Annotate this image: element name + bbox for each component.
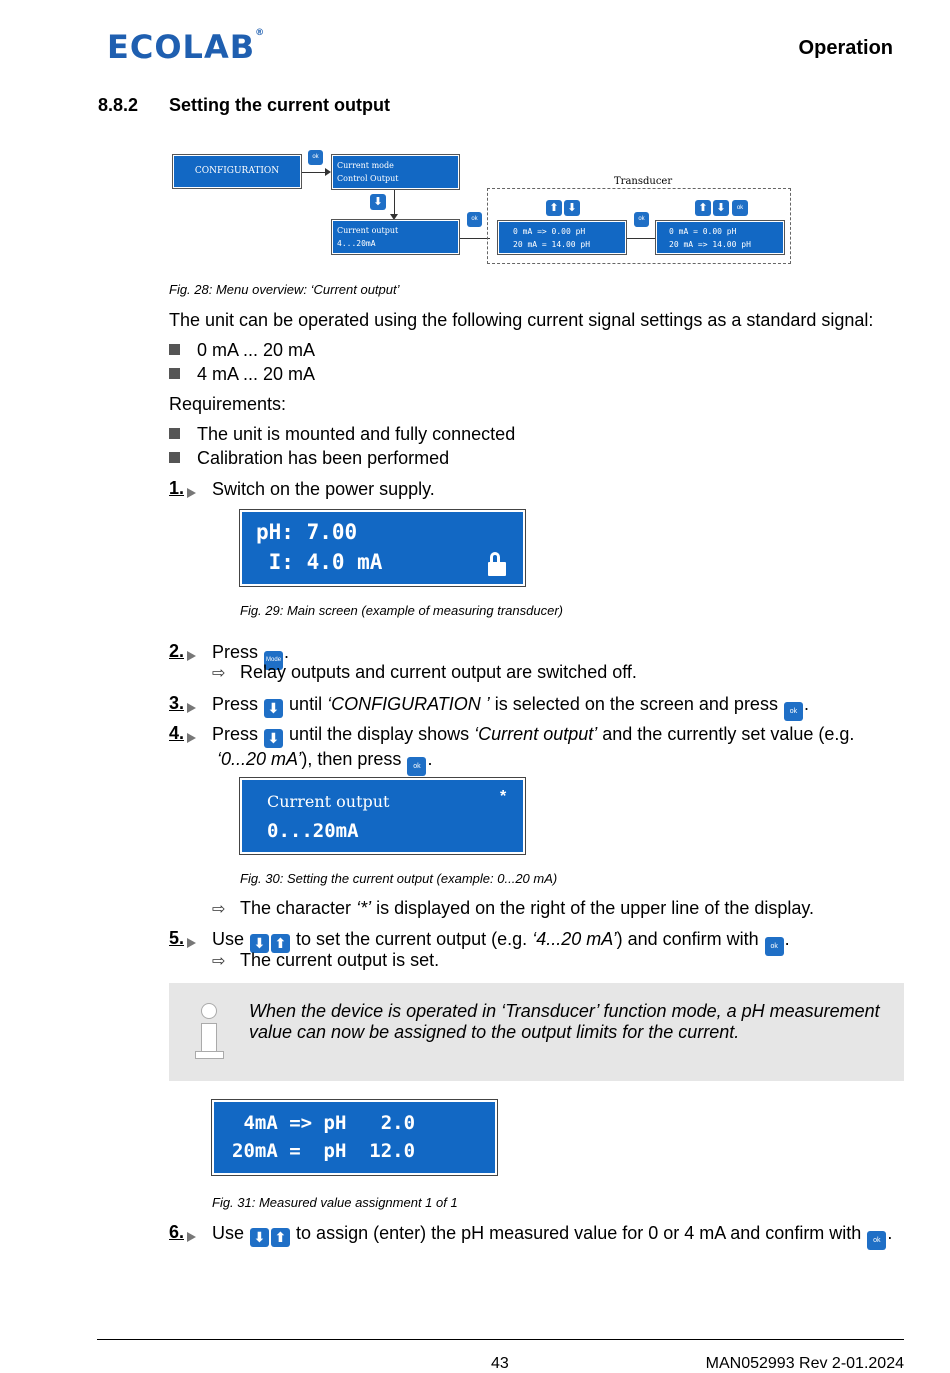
transducer-2-line-1: 0 mA = 0.00 pH	[669, 227, 737, 236]
step-number: 3.	[169, 693, 185, 713]
menu-label-configuration: CONFIGURATION	[194, 166, 280, 176]
down-arrow-key-icon: ⬇	[250, 1228, 269, 1247]
transducer-1-line-1: 0 mA => 0.00 pH	[513, 227, 586, 236]
menu-box-transducer-1	[498, 221, 626, 254]
step-arrow-icon	[187, 1232, 196, 1242]
star-ref: ‘*’	[356, 898, 372, 918]
menu-label-current-value: 4...20mA	[337, 239, 376, 248]
step-number: 1.	[169, 478, 185, 498]
result-arrow-icon: ⇨	[212, 665, 226, 682]
list-item	[169, 363, 315, 385]
lcd-value-assignment-screen	[212, 1100, 497, 1175]
ok-key-icon: ok	[634, 212, 649, 227]
step-text: .	[784, 929, 790, 949]
lcd-current-line: I: 4.0 mA	[256, 550, 383, 574]
step-2-number	[169, 641, 196, 662]
step-text: ), then press	[301, 749, 402, 769]
ok-key-icon: ok	[765, 937, 784, 956]
arrow-right	[627, 238, 657, 239]
figure-28-caption: Fig. 28: Menu overview: ‘Current output’	[169, 282, 400, 297]
step-arrow-icon	[187, 651, 196, 661]
lcd-ph-line: pH: 7.00	[256, 520, 358, 544]
ok-key-icon: ok	[732, 200, 748, 216]
result-text: is displayed on the right of the upper line of the display.	[376, 898, 815, 918]
info-icon	[193, 1003, 225, 1059]
lcd-current-output-label: Current output	[267, 792, 390, 811]
step-text: .	[284, 642, 290, 662]
menu-label-current-output: Current output	[337, 226, 399, 235]
ok-key-icon: ok	[867, 1231, 886, 1250]
result-arrow-icon: ⇨	[212, 901, 226, 918]
section-number: 8.8.2	[98, 95, 139, 115]
transducer-2-line-2: 20 mA => 14.00 pH	[669, 240, 751, 249]
step-text: Use	[212, 929, 245, 949]
info-note-text: When the device is operated in ‘Transducer’ function mode, a pH measurement value can now be assigned to the output limits for the current.	[249, 1001, 880, 1042]
step-1-number	[169, 478, 196, 499]
down-arrow-key-icon: ⬇	[564, 200, 580, 216]
step-text: and the currently set value (e.g.	[602, 724, 855, 744]
step-5-number	[169, 928, 196, 949]
ok-key-icon: ok	[308, 150, 323, 165]
step-4-text	[212, 723, 902, 776]
down-arrow-key-icon: ⬇	[370, 194, 386, 210]
menu-overview-figure	[170, 148, 795, 266]
step-arrow-icon	[187, 733, 196, 743]
requirements-label: Requirements:	[169, 394, 287, 414]
intro-text: The unit can be operated using the following current signal settings as a standard signal:	[169, 310, 874, 330]
down-arrow-key-icon: ⬇	[713, 200, 729, 216]
down-arrow-key-icon: ⬇	[264, 729, 283, 748]
step-5-result	[212, 949, 439, 973]
step-2-result	[212, 661, 637, 685]
step-text: is selected on the screen and press	[494, 694, 778, 714]
result-text: Relay outputs and current output are switched off.	[240, 662, 637, 682]
step-arrow-icon	[187, 938, 196, 948]
document-reference: MAN052993 Rev 2-01.2024	[705, 1355, 904, 1372]
step-text: Press	[212, 694, 259, 714]
menu-box-current-output	[332, 220, 459, 254]
lcd-current-output-value: 0...20mA	[267, 820, 359, 842]
menu-box-configuration	[173, 155, 301, 188]
unlock-icon	[488, 552, 506, 576]
step-text: .	[887, 1223, 893, 1243]
bullet-icon	[169, 428, 180, 439]
step-text: .	[803, 694, 809, 714]
step-6-text	[212, 1222, 892, 1250]
transducer-label: Transducer	[614, 176, 673, 187]
step-arrow-icon	[187, 703, 196, 713]
ok-key-icon: ok	[784, 702, 803, 721]
section-title: Setting the current output	[169, 95, 390, 115]
step-number: 5.	[169, 928, 185, 948]
menu-box-current-mode	[332, 155, 459, 189]
step-3-text	[212, 693, 809, 721]
lcd-current-output-screen	[240, 778, 525, 854]
logo-text: ECOLAB	[107, 28, 256, 66]
result-text: The current output is set.	[240, 950, 440, 970]
page-number: 43	[491, 1355, 509, 1372]
step-6-number	[169, 1222, 196, 1243]
figure-30-caption: Fig. 30: Setting the current output (example: 0...20 mA)	[240, 871, 558, 886]
step-text: to set the current output (e.g.	[296, 929, 528, 949]
step-text: Use	[212, 1223, 245, 1243]
value-ref: ‘4...20 mA’	[532, 929, 617, 949]
requirement-mounted: The unit is mounted and fully connected	[197, 424, 516, 444]
step-number: 6.	[169, 1222, 185, 1242]
signal-4-20: 4 mA ... 20 mA	[197, 364, 316, 384]
value-ref: ‘0...20 mA’	[217, 749, 302, 769]
up-arrow-key-icon: ⬆	[695, 200, 711, 216]
ok-key-icon: ok	[407, 757, 426, 776]
up-arrow-key-icon: ⬆	[546, 200, 562, 216]
result-text: The character	[240, 898, 352, 918]
transducer-1-line-2: 20 mA = 14.00 pH	[513, 240, 591, 249]
arrow-down-line	[394, 190, 395, 216]
result-arrow-icon: ⇨	[212, 953, 226, 970]
step-1-text: Switch on the power supply.	[212, 479, 435, 499]
step-text: ) and confirm with	[616, 929, 759, 949]
menu-box-transducer-2	[656, 221, 784, 254]
menu-label-control-output: Control Output	[337, 174, 399, 183]
lcd-assign-line-1: 4mA => pH 2.0	[232, 1112, 416, 1134]
ok-key-icon: ok	[467, 212, 482, 227]
step-text: .	[427, 749, 433, 769]
ecolab-logo	[107, 28, 265, 66]
lcd-main-screen	[240, 510, 525, 586]
footer-divider	[97, 1339, 904, 1340]
chapter-title: Operation	[798, 37, 893, 59]
up-arrow-key-icon: ⬆	[271, 934, 290, 953]
step-number: 4.	[169, 723, 185, 743]
menu-item-ref: ‘CONFIGURATION ’	[327, 694, 490, 714]
bullet-icon	[169, 452, 180, 463]
signal-0-20: 0 mA ... 20 mA	[197, 340, 316, 360]
step-arrow-icon	[187, 488, 196, 498]
bullet-icon	[169, 344, 180, 355]
step-text: until	[289, 694, 323, 714]
logo-mark: ®	[255, 28, 266, 38]
mode-key-icon: Mode	[264, 651, 283, 670]
bullet-icon	[169, 368, 180, 379]
list-item	[169, 423, 515, 445]
step-text: Press	[212, 724, 259, 744]
menu-label-current-mode: Current mode	[337, 161, 394, 170]
lcd-assign-line-2: 20mA = pH 12.0	[232, 1140, 416, 1162]
arrow-right	[460, 238, 490, 239]
figure-31-caption: Fig. 31: Measured value assignment 1 of 1	[212, 1195, 458, 1210]
lcd-edit-star: *	[500, 788, 507, 805]
menu-item-ref: ‘Current output’	[474, 724, 598, 744]
step-text: Press	[212, 642, 259, 662]
list-item	[169, 447, 449, 469]
step-3-number	[169, 693, 196, 714]
step-4-number	[169, 723, 196, 744]
requirement-calibration: Calibration has been performed	[197, 448, 450, 468]
step-4-result	[212, 897, 814, 921]
step-text: to assign (enter) the pH measured value for 0 or 4 mA and confirm with	[296, 1223, 862, 1243]
figure-29-caption: Fig. 29: Main screen (example of measuring transducer)	[240, 603, 563, 618]
list-item	[169, 339, 315, 361]
down-arrow-key-icon: ⬇	[250, 934, 269, 953]
down-arrow-key-icon: ⬇	[264, 699, 283, 718]
arrow-head	[325, 168, 331, 176]
step-number: 2.	[169, 641, 185, 661]
step-text: until the display shows	[289, 724, 470, 744]
up-arrow-key-icon: ⬆	[271, 1228, 290, 1247]
